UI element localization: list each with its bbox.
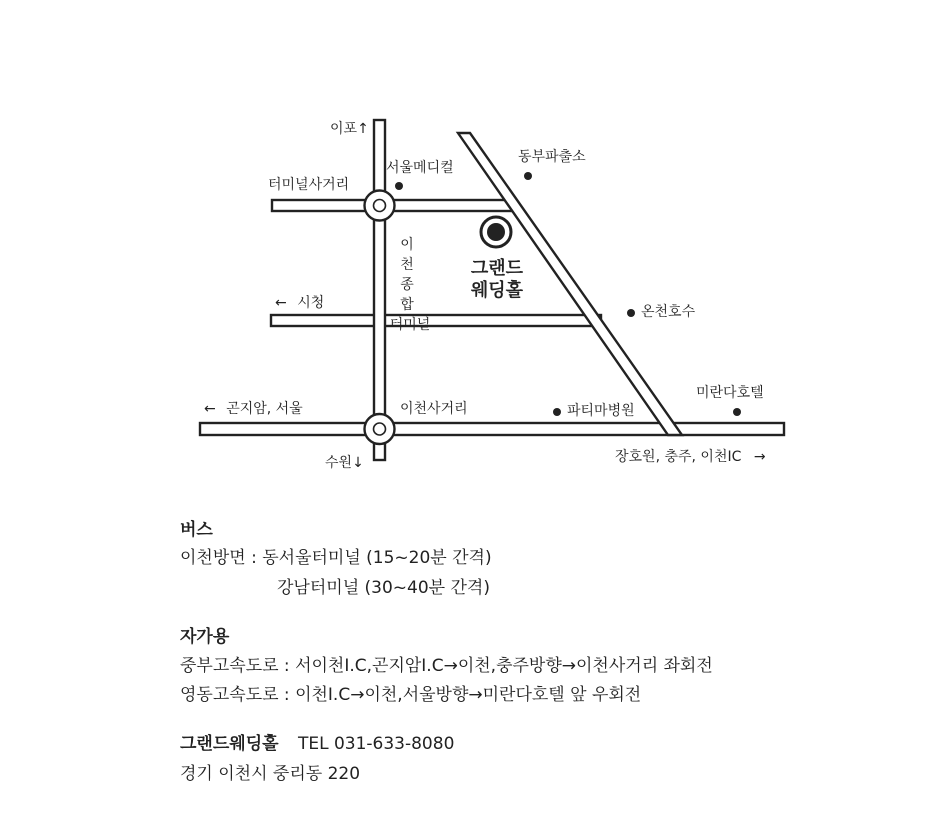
label-icheon-terminal-line3: 터미널: [389, 317, 431, 333]
label-gonjiam-seoul: [204, 402, 303, 416]
left-arrow-icon: ←: [204, 401, 216, 417]
contact-tel: TEL 031-633-8080: [297, 734, 455, 754]
down-arrow-icon: ↓: [352, 455, 364, 471]
contact-address: 경기 이천시 중리동 220: [180, 764, 361, 784]
label-suwon: [325, 456, 364, 470]
bus-heading: 버스: [180, 520, 213, 540]
poi-dot-icon: [627, 309, 635, 317]
car-line-2: 영동고속도로 : 이천I.C→이천,서울방향→미란다호텔 앞 우회전: [180, 685, 642, 705]
poi-dot-icon: [524, 172, 532, 180]
label-city-hall: [275, 296, 324, 310]
right-arrow-icon: →: [753, 449, 766, 465]
poi-dot-icon: [395, 182, 403, 190]
label-janghowon: [615, 450, 766, 464]
label-ipo-text: 이포: [330, 121, 358, 137]
label-ipo: [330, 122, 369, 136]
label-icheon-terminal-line2: 종 합: [400, 277, 420, 313]
label-icheon-junction: 이천사거리: [400, 401, 468, 417]
poi-dot-icon: [553, 408, 561, 416]
car-heading: 자가용: [180, 627, 230, 647]
label-miran-hotel: 미란다호텔: [696, 385, 764, 401]
label-oncheon-lake: 온천호수: [641, 304, 696, 320]
label-city-hall-text: 시청: [297, 295, 325, 311]
label-patima-hospital: 파티마병원: [567, 403, 635, 419]
venue-name-line1: 그랜드: [470, 258, 524, 279]
contact-line: [180, 732, 454, 756]
contact-name: 그랜드웨딩홀: [180, 734, 279, 754]
label-icheon-terminal-line1: 이 천: [400, 237, 420, 273]
label-janghowon-text: 장호원, 충주, 이천IC: [615, 449, 742, 465]
road-icheon-junction: [200, 423, 784, 435]
venue-name: [462, 258, 532, 302]
label-icheon-terminal: [386, 235, 434, 335]
poi-dot-icon: [733, 408, 741, 416]
label-dongbu-police: 동부파출소: [518, 149, 586, 165]
bus-line-2: 강남터미널 (30~40분 간격): [277, 578, 490, 598]
bus-line-1: 이천방면 : 동서울터미널 (15~20분 간격): [180, 548, 492, 568]
up-arrow-icon: ↑: [357, 121, 369, 137]
label-suwon-text: 수원: [325, 455, 353, 471]
label-seoul-medical: 서울메디컬: [386, 160, 454, 176]
venue-name-line2: 웨딩홀: [470, 280, 524, 301]
car-line-1: 중부고속도로 : 서이천I.C,곤지암I.C→이천,충주방향→이천사거리 좌회전: [180, 656, 713, 676]
venue-marker-center: [487, 223, 505, 241]
label-gonjiam-seoul-text: 곤지암, 서울: [226, 401, 303, 417]
label-terminal-junction: 터미널사거리: [268, 177, 350, 193]
road-city-hall: [271, 315, 601, 326]
road-vertical: [374, 120, 385, 460]
left-arrow-icon: ←: [275, 295, 287, 311]
